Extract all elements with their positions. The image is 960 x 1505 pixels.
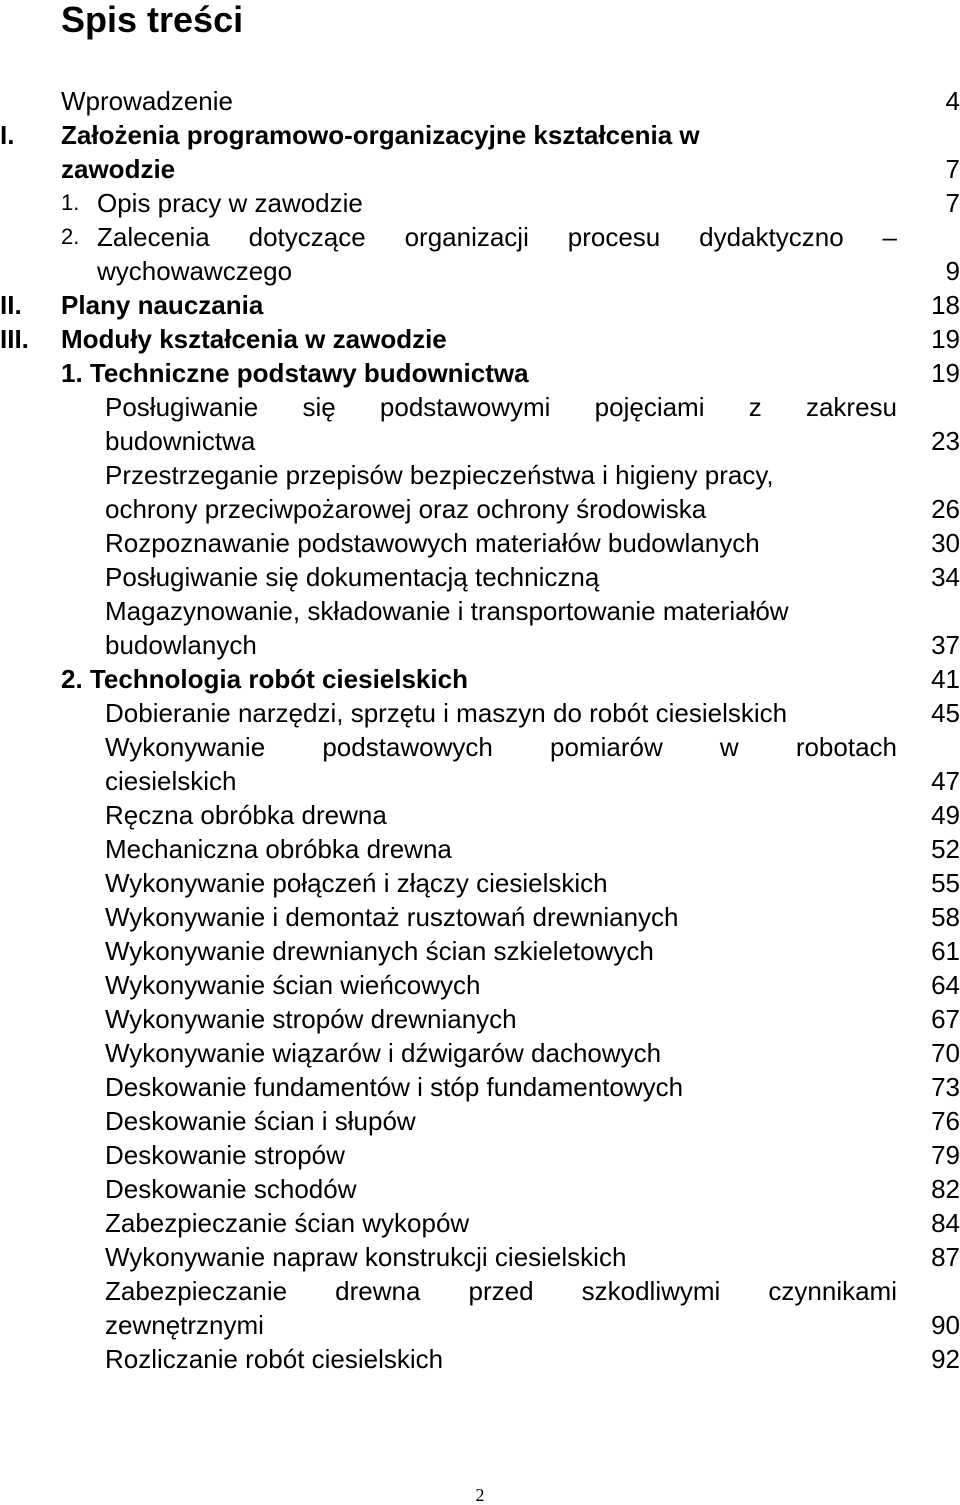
toc-page-m2-r: 92	[931, 1344, 960, 1374]
toc-page-m2-l: 76	[931, 1106, 960, 1136]
page-title: Spis treści	[61, 0, 244, 40]
toc-entry-m2-l[interactable]: Deskowanie ścian i słupów	[105, 1106, 416, 1136]
toc-page-s2: 18	[931, 290, 960, 320]
toc-page-m2-o: 84	[931, 1208, 960, 1238]
toc-page-s3: 19	[931, 324, 960, 354]
toc-entry-m1-b[interactable]: Przestrzeganie przepisów bezpieczeństwa i higieny pracy,	[105, 460, 774, 490]
toc-entry-m2-b-cont[interactable]: ciesielskich	[105, 766, 237, 796]
toc-entry-m1[interactable]: 1. Techniczne podstawy budownictwa	[61, 358, 529, 388]
toc-page-m2-i: 67	[931, 1004, 960, 1034]
toc-page-m2-d: 52	[931, 834, 960, 864]
toc-entry-m2-k[interactable]: Deskowanie fundamentów i stóp fundamentowych	[105, 1072, 684, 1102]
toc-entry-m2-q[interactable]: Zabezpieczanie drewna przed szkodliwymi czynnikami	[105, 1276, 897, 1306]
toc-entry-m2-n[interactable]: Deskowanie schodów	[105, 1174, 357, 1204]
toc-page-intro: 4	[945, 86, 960, 116]
toc-page-m2-b: 47	[931, 766, 960, 796]
toc-page-m2-m: 79	[931, 1140, 960, 1170]
toc-page-m1-d: 34	[931, 562, 960, 592]
toc-entry-s2[interactable]: Plany nauczania	[61, 290, 264, 320]
toc-entry-m2[interactable]: 2. Technologia robót ciesielskich	[61, 664, 468, 694]
toc-page-m2-g: 61	[931, 936, 960, 966]
toc-entry-m1-a-cont[interactable]: budownictwa	[105, 426, 256, 456]
toc-entry-s1-2-cont[interactable]: wychowawczego	[97, 256, 293, 286]
toc-page-m2-h: 64	[931, 970, 960, 1000]
page-number: 2	[475, 1485, 485, 1505]
toc-entry-m1-b-cont[interactable]: ochrony przeciwpożarowej oraz ochrony środowiska	[105, 494, 707, 524]
toc-entry-m2-f[interactable]: Wykonywanie i demontaż rusztowań drewnianych	[105, 902, 679, 932]
toc-page-m1-b: 26	[931, 494, 960, 524]
toc-page-m1: 19	[931, 358, 960, 388]
toc-entry-m2-j[interactable]: Wykonywanie wiązarów i dźwigarów dachowych	[105, 1038, 662, 1068]
toc-page-s1: 7	[945, 154, 960, 184]
toc-marker-s1-2: 2.	[61, 224, 80, 249]
toc-entry-m1-c[interactable]: Rozpoznawanie podstawowych materiałów budowlanych	[105, 528, 760, 558]
toc-entry-intro[interactable]: Wprowadzenie	[61, 86, 233, 116]
toc-entry-s1-1[interactable]: Opis pracy w zawodzie	[97, 188, 363, 218]
toc-entry-m2-h[interactable]: Wykonywanie ścian wieńcowych	[105, 970, 481, 1000]
toc-page-m2: 41	[931, 664, 960, 694]
toc-page-m2-q: 90	[931, 1310, 960, 1340]
toc-page-s1-1: 7	[945, 188, 960, 218]
toc-entry-m2-c[interactable]: Ręczna obróbka drewna	[105, 800, 387, 830]
toc-page-s1-2: 9	[945, 256, 960, 286]
toc-page-m2-e: 55	[931, 868, 960, 898]
toc-page-m1-a: 23	[931, 426, 960, 456]
toc-entry-m2-a[interactable]: Dobieranie narzędzi, sprzętu i maszyn do robót ciesielskich	[105, 698, 788, 728]
toc-page-m2-f: 58	[931, 902, 960, 932]
toc-entry-m2-i[interactable]: Wykonywanie stropów drewnianych	[105, 1004, 517, 1034]
toc-page-m1-c: 30	[931, 528, 960, 558]
toc-entry-m2-o[interactable]: Zabezpieczanie ścian wykopów	[105, 1208, 470, 1238]
toc-marker-s1-1: 1.	[61, 190, 80, 215]
toc-page-m2-n: 82	[931, 1174, 960, 1204]
toc-page-m1-e: 37	[931, 630, 960, 660]
toc-entry-m1-a[interactable]: Posługiwanie się podstawowymi pojęciami z zakresu	[105, 392, 897, 422]
toc-marker-s2: II.	[0, 290, 22, 320]
toc-entry-s3[interactable]: Moduły kształcenia w zawodzie	[61, 324, 447, 354]
toc-entry-m2-q-cont[interactable]: zewnętrznymi	[105, 1310, 264, 1340]
toc-entry-m2-m[interactable]: Deskowanie stropów	[105, 1140, 345, 1170]
toc-entry-s1[interactable]: Założenia programowo-organizacyjne kształcenia w	[61, 120, 700, 150]
toc-entry-s1-cont[interactable]: zawodzie	[61, 154, 176, 184]
toc-entry-m2-b[interactable]: Wykonywanie podstawowych pomiarów w robotach	[105, 732, 897, 762]
toc-entry-m1-d[interactable]: Posługiwanie się dokumentacją techniczną	[105, 562, 600, 592]
toc-marker-s1: I.	[0, 120, 15, 150]
toc-entry-m2-r[interactable]: Rozliczanie robót ciesielskich	[105, 1344, 444, 1374]
toc-marker-s3: III.	[0, 324, 29, 354]
toc-page-m2-p: 87	[931, 1242, 960, 1272]
toc-page-m2-j: 70	[931, 1038, 960, 1068]
toc-page-m2-k: 73	[931, 1072, 960, 1102]
toc-entry-m2-g[interactable]: Wykonywanie drewnianych ścian szkieletowych	[105, 936, 654, 966]
toc-entry-m2-e[interactable]: Wykonywanie połączeń i złączy ciesielskich	[105, 868, 608, 898]
toc-page-m2-a: 45	[931, 698, 960, 728]
toc-page-m2-c: 49	[931, 800, 960, 830]
toc-entry-m1-e-cont[interactable]: budowlanych	[105, 630, 257, 660]
toc-entry-m2-p[interactable]: Wykonywanie napraw konstrukcji ciesielskich	[105, 1242, 627, 1272]
toc-entry-m2-d[interactable]: Mechaniczna obróbka drewna	[105, 834, 452, 864]
toc-entry-s1-2[interactable]: Zalecenia dotyczące organizacji procesu dydaktyczno –	[97, 222, 897, 252]
toc-entry-m1-e[interactable]: Magazynowanie, składowanie i transportowanie materiałów	[105, 596, 789, 626]
